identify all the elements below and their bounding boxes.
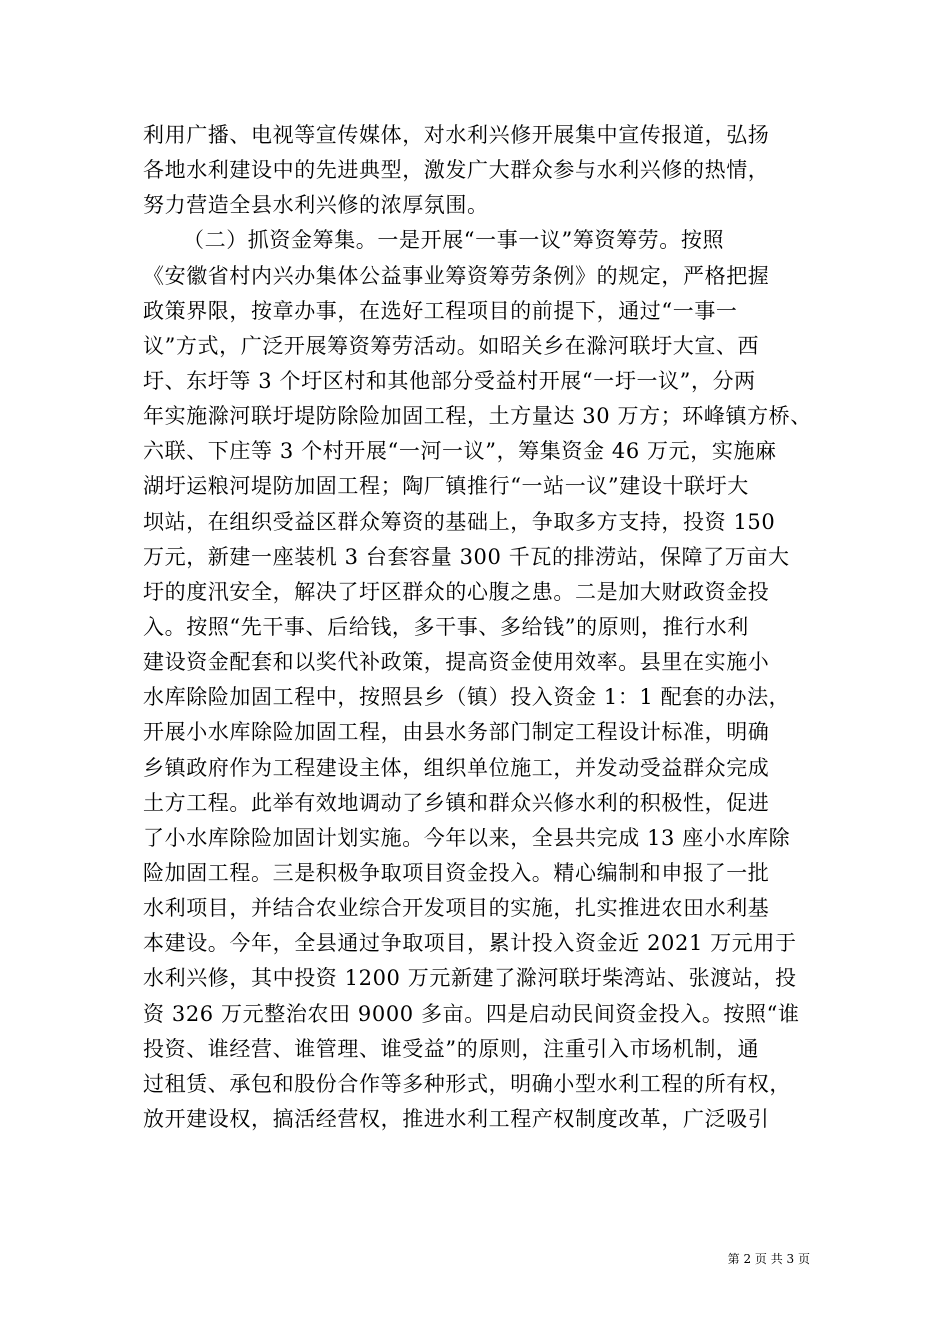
text-line: 水库除险加固工程中，按照县乡（镇）投入资金 1：1 配套的办法， (143, 685, 791, 710)
text-line: 资 326 万元整治农田 9000 多亩。四是启动民间资金投入。按照“谁 (143, 1001, 800, 1026)
text-line: 努力营造全县水利兴修的浓厚氛围。 (143, 193, 489, 218)
text-line: 年实施滁河联圩堤防除险加固工程，土方量达 30 万方；环峰镇方桥、 (143, 404, 812, 429)
text-line: 圩、东圩等 3 个圩区村和其他部分受益村开展“一圩一议”，分两 (143, 368, 756, 393)
text-line: 湖圩运粮河堤防加固工程；陶厂镇推行“一站一议”建设十联圩大 (143, 474, 749, 499)
text-line: 本建设。今年，全县通过争取项目，累计投入资金近 2021 万元用于 (143, 931, 797, 956)
text-line: 过租赁、承包和股份合作等多种形式，明确小型水利工程的所有权， (143, 1071, 791, 1096)
text-line: 乡镇政府作为工程建设主体，组织单位施工，并发动受益群众完成 (143, 755, 770, 780)
body-text (143, 118, 812, 1137)
text-line: 投资、谁经营、谁管理、谁受益”的原则，注重引入市场机制，通 (143, 1036, 760, 1061)
text-line: 议”方式，广泛开展筹资筹劳活动。如昭关乡在滁河联圩大宣、西 (143, 333, 760, 358)
text-line: 政策界限，按章办事，在选好工程项目的前提下，通过“一事一 (143, 298, 738, 323)
text-line: 《安徽省村内兴办集体公益事业筹资筹劳条例》的规定，严格把握 (143, 263, 770, 288)
text-line: 水利兴修，其中投资 1200 万元新建了滁河联圩柴湾站、张渡站，投 (143, 966, 797, 991)
text-line: 万元，新建一座装机 3 台套容量 300 千瓦的排涝站，保障了万亩大 (143, 544, 790, 569)
text-line: 开展小水库除险加固工程，由县水务部门制定工程设计标准，明确 (143, 720, 770, 745)
text-line: 入。按照“先干事、后给钱，多干事、多给钱”的原则，推行水利 (143, 614, 749, 639)
paragraph-first-line: （二）抓资金筹集。一是开展“一事一议”筹资筹劳。按照 (183, 228, 725, 253)
text-line: 险加固工程。三是积极争取项目资金投入。精心编制和申报了一批 (143, 860, 770, 885)
text-line: 圩的度汛安全，解决了圩区群众的心腹之患。二是加大财政资金投 (143, 579, 770, 604)
text-line: 水利项目，并结合农业综合开发项目的实施，扎实推进农田水利基 (143, 896, 770, 921)
text-line: 各地水利建设中的先进典型，激发广大群众参与水利兴修的热情， (143, 158, 770, 183)
text-line: 土方工程。此举有效地调动了乡镇和群众兴修水利的积极性，促进 (143, 790, 770, 815)
text-line: 建设资金配套和以奖代补政策，提高资金使用效率。县里在实施小 (143, 650, 770, 675)
page-number-footer: 第 2 页 共 3 页 (727, 1252, 810, 1266)
text-line: 利用广播、电视等宣传媒体，对水利兴修开展集中宣传报道，弘扬 (143, 123, 770, 147)
text-line: 六联、下庄等 3 个村开展“一河一议”，筹集资金 46 万元，实施麻 (143, 439, 777, 464)
text-line: 放开建设权，搞活经营权，推进水利工程产权制度改革，广泛吸引 (143, 1106, 770, 1131)
text-line: 了小水库除险加固计划实施。今年以来，全县共完成 13 座小水库除 (143, 825, 791, 850)
text-line: 坝站，在组织受益区群众筹资的基础上，争取多方支持，投资 150 (143, 509, 776, 534)
